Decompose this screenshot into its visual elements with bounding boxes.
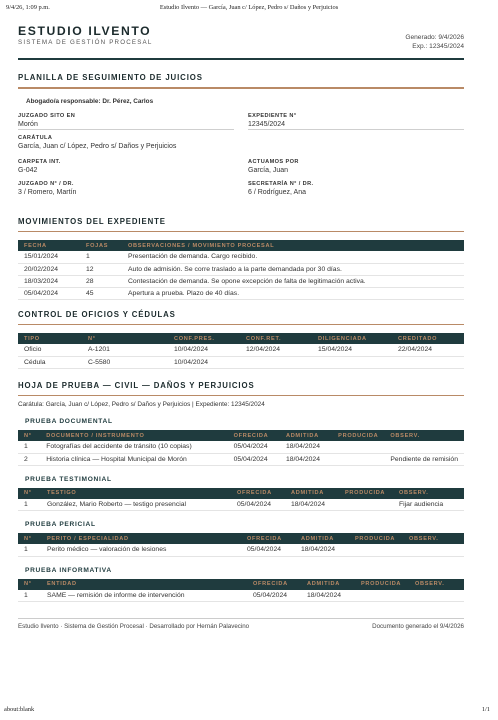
table-cell: 18/04/2024 xyxy=(301,590,355,602)
table-cell: 10/04/2024 xyxy=(168,344,240,356)
table-cell: SAME — remisión de informe de intervención xyxy=(41,590,247,602)
field-label: ACTUAMOS POR xyxy=(248,158,299,165)
table-cell: Fotografías del accidente de tránsito (10 copias) xyxy=(40,441,227,453)
footer-credits: Estudio Ilvento · Sistema de Gestión Procesal · Desarrollado por Hernán Palavecino xyxy=(18,623,250,631)
print-doc-title: Estudio Ilvento — García, Juan c/ López, Pedro s/ Daños y Perjuicios xyxy=(159,4,339,11)
document-page xyxy=(18,24,464,630)
field-juzgado xyxy=(18,113,234,130)
table-cell: 05/04/2024 xyxy=(247,590,301,602)
table-cell: 12 xyxy=(80,263,122,275)
col-header: N° xyxy=(18,533,41,544)
table-cell: 1 xyxy=(80,251,122,263)
col-header: OFRECIDA xyxy=(241,533,295,544)
col-header: OFRECIDA xyxy=(228,430,280,441)
brand-name: ESTUDIO ILVENTO xyxy=(18,24,152,38)
brand-subtitle: SISTEMA DE GESTIÓN PROCESAL xyxy=(18,39,153,46)
table-row xyxy=(18,544,464,556)
table-cell: Cédula xyxy=(18,356,82,368)
field-secretaria xyxy=(248,181,464,197)
field-label: JUZGADO N° / DR. xyxy=(18,180,74,187)
table-cell: 28 xyxy=(80,275,122,287)
col-header: N° xyxy=(18,430,40,441)
table-cell: Historia clínica — Hospital Municipal de Morón xyxy=(40,453,227,465)
col-header: ADMITIDA xyxy=(285,488,339,499)
col-header: CONF.PRES. xyxy=(168,333,240,344)
table-cell: 15/04/2024 xyxy=(312,344,392,356)
table-header-row xyxy=(18,488,464,499)
table-cell: 45 xyxy=(80,287,122,299)
table-cell: 20/02/2024 xyxy=(18,263,80,275)
table-cell xyxy=(332,453,384,465)
generated-date: Generado: 9/4/2026 xyxy=(405,34,464,41)
field-label: EXPEDIENTE N° xyxy=(248,112,297,119)
field-label: CARPETA INT. xyxy=(18,158,61,165)
col-header: TESTIGO xyxy=(41,488,231,499)
field-label: JUZGADO SITO EN xyxy=(18,112,76,119)
col-header: OFRECIDA xyxy=(247,579,301,590)
table-cell: Pendiente de remisión xyxy=(384,453,464,465)
field-value: 3 / Romero, Martín xyxy=(18,188,77,196)
col-header: PERITO / ESPECIALIDAD xyxy=(41,533,241,544)
table-row xyxy=(18,499,464,511)
col-header: PRODUCIDA xyxy=(349,533,403,544)
table-row xyxy=(18,441,464,453)
table-cell: 1 xyxy=(18,499,41,511)
col-header: OBSERVACIONES / MOVIMIENTO PROCESAL xyxy=(122,240,464,251)
table-cell: 22/04/2024 xyxy=(392,344,464,356)
field-value: 12345/2024 xyxy=(248,121,464,130)
table-cell xyxy=(332,441,384,453)
documental-table xyxy=(18,430,464,466)
table-cell: 18/04/2024 xyxy=(295,544,349,556)
col-header: OFRECIDA xyxy=(231,488,285,499)
table-cell: 10/04/2024 xyxy=(168,356,240,368)
movimientos-divider xyxy=(18,231,464,233)
col-header: DOCUMENTO / INSTRUMENTO xyxy=(40,430,227,441)
col-header: ADMITIDA xyxy=(280,430,332,441)
table-header-row xyxy=(18,430,464,441)
table-cell xyxy=(339,499,393,511)
brand-divider xyxy=(18,58,464,60)
table-cell: 15/01/2024 xyxy=(18,251,80,263)
table-cell: González, Mario Roberto — testigo presencial xyxy=(41,499,231,511)
col-header: OBSERV. xyxy=(393,488,464,499)
table-cell: Contestación de demanda. Se opone excepción de falta de legitimación activa. xyxy=(122,275,464,287)
col-header: ADMITIDA xyxy=(295,533,349,544)
table-cell: 18/04/2024 xyxy=(280,441,332,453)
col-header: FOJAS xyxy=(80,240,122,251)
print-page-number: 1/1 xyxy=(481,706,490,713)
field-value: García, Juan c/ López, Pedro s/ Daños y Perjuicios xyxy=(18,142,177,150)
table-cell: 05/04/2024 xyxy=(18,287,80,299)
informativa-table xyxy=(18,579,464,603)
testimonial-table xyxy=(18,488,464,512)
table-cell xyxy=(312,356,392,368)
movimientos-table xyxy=(18,240,464,300)
footer-generated: Documento generado el 9/4/2026 xyxy=(372,623,464,631)
table-row xyxy=(18,344,464,356)
table-cell: Presentación de demanda. Cargo recibido. xyxy=(122,251,464,263)
table-header-row xyxy=(18,533,464,544)
table-cell: 05/04/2024 xyxy=(228,441,280,453)
print-header xyxy=(0,4,498,16)
col-header: ADMITIDA xyxy=(301,579,355,590)
table-cell: Apertura a prueba. Plazo de 40 días. xyxy=(122,287,464,299)
field-carpeta xyxy=(18,159,234,175)
table-cell: Auto de admisión. Se corre traslado a la parte demandada por 30 días. xyxy=(122,263,464,275)
brand-meta xyxy=(405,24,464,51)
documental-title: PRUEBA DOCUMENTAL xyxy=(25,418,113,426)
prueba-caratula: Carátula: García, Juan c/ López, Pedro s/ Daños y Perjuicios | Expediente: 12345/2024 xyxy=(18,401,265,409)
table-cell xyxy=(349,544,403,556)
print-footer xyxy=(0,706,498,718)
col-header: OBSERV. xyxy=(403,533,464,544)
table-header-row xyxy=(18,333,464,344)
table-row xyxy=(18,356,464,368)
table-cell xyxy=(409,590,464,602)
field-caratula xyxy=(18,135,464,151)
prueba-divider xyxy=(18,395,464,397)
movimientos-section xyxy=(18,217,464,300)
table-header-row xyxy=(18,579,464,590)
brand-block xyxy=(18,24,153,46)
table-cell xyxy=(384,441,464,453)
planilla-section xyxy=(18,73,464,213)
brand-header xyxy=(18,24,464,51)
col-header: OBSERV. xyxy=(409,579,464,590)
field-value: García, Juan xyxy=(248,166,289,174)
col-header: DILIGENCIADA xyxy=(312,333,392,344)
col-header: FECHA xyxy=(18,240,80,251)
field-label: SECRETARÍA N° / DR. xyxy=(248,180,314,187)
table-cell: 1 xyxy=(18,590,41,602)
oficios-title: CONTROL DE OFICIOS Y CÉDULAS xyxy=(18,309,176,319)
table-row xyxy=(18,287,464,299)
table-row xyxy=(18,251,464,263)
table-cell: 05/04/2024 xyxy=(231,499,285,511)
table-row xyxy=(18,275,464,287)
col-header: PRODUCIDA xyxy=(339,488,393,499)
table-cell: Perito médico — valoración de lesiones xyxy=(41,544,241,556)
print-datetime: 9/4/26, 1:09 p.m. xyxy=(6,4,50,11)
col-header: PRODUCIDA xyxy=(332,430,384,441)
col-header: ENTIDAD xyxy=(41,579,247,590)
col-header: CONF.RET. xyxy=(240,333,312,344)
planilla-title: PLANILLA DE SEGUIMIENTO DE JUICIOS xyxy=(18,73,203,83)
document-footer xyxy=(18,618,464,630)
col-header: PRODUCIDA xyxy=(355,579,409,590)
table-header-row xyxy=(18,240,464,251)
testimonial-title: PRUEBA TESTIMONIAL xyxy=(25,475,112,483)
table-cell xyxy=(403,544,464,556)
col-header: N° xyxy=(18,579,41,590)
table-cell: A-1201 xyxy=(82,344,168,356)
table-cell: 18/04/2024 xyxy=(280,453,332,465)
lawyer-responsible: Abogado/a responsable: Dr. Pérez, Carlos xyxy=(26,97,154,105)
oficios-divider xyxy=(18,324,464,326)
oficios-section xyxy=(18,310,464,369)
table-cell: 2 xyxy=(18,453,40,465)
col-header: TIPO xyxy=(18,333,82,344)
case-fields xyxy=(18,113,464,213)
pericial-title: PRUEBA PERICIAL xyxy=(25,521,96,529)
table-cell xyxy=(240,356,312,368)
prueba-title: HOJA DE PRUEBA — CIVIL — DAÑOS Y PERJUICIOS xyxy=(18,380,255,390)
table-cell: 18/03/2024 xyxy=(18,275,80,287)
table-cell xyxy=(355,590,409,602)
table-cell: Fijar audiencia xyxy=(393,499,464,511)
col-header: OBSERV. xyxy=(384,430,464,441)
col-header: N° xyxy=(18,488,41,499)
table-cell: Oficio xyxy=(18,344,82,356)
field-juzgado-nro xyxy=(18,181,234,197)
field-value: 6 / Rodríguez, Ana xyxy=(248,188,306,196)
table-cell xyxy=(392,356,464,368)
pericial-table xyxy=(18,533,464,557)
print-url: about:blank xyxy=(4,706,35,713)
prueba-section xyxy=(18,381,464,603)
table-cell: C-5580 xyxy=(82,356,168,368)
table-cell: 1 xyxy=(18,441,40,453)
table-cell: 12/04/2024 xyxy=(240,344,312,356)
table-cell: 1 xyxy=(18,544,41,556)
table-row xyxy=(18,590,464,602)
col-header: N° xyxy=(82,333,168,344)
movimientos-title: MOVIMIENTOS DEL EXPEDIENTE xyxy=(18,216,166,226)
table-row xyxy=(18,263,464,275)
oficios-table xyxy=(18,333,464,369)
table-cell: 18/04/2024 xyxy=(285,499,339,511)
informativa-title: PRUEBA INFORMATIVA xyxy=(25,566,112,574)
field-expediente xyxy=(248,113,464,130)
table-row xyxy=(18,453,464,465)
file-number: Exp.: 12345/2024 xyxy=(412,42,464,50)
col-header: CREDITADO xyxy=(392,333,464,344)
table-cell: 05/04/2024 xyxy=(241,544,295,556)
field-value: Morón xyxy=(18,121,234,130)
planilla-divider xyxy=(18,87,464,89)
table-cell: 05/04/2024 xyxy=(228,453,280,465)
field-label: CARÁTULA xyxy=(18,134,53,141)
field-actuamos xyxy=(248,159,464,175)
field-value: G-042 xyxy=(18,166,38,174)
